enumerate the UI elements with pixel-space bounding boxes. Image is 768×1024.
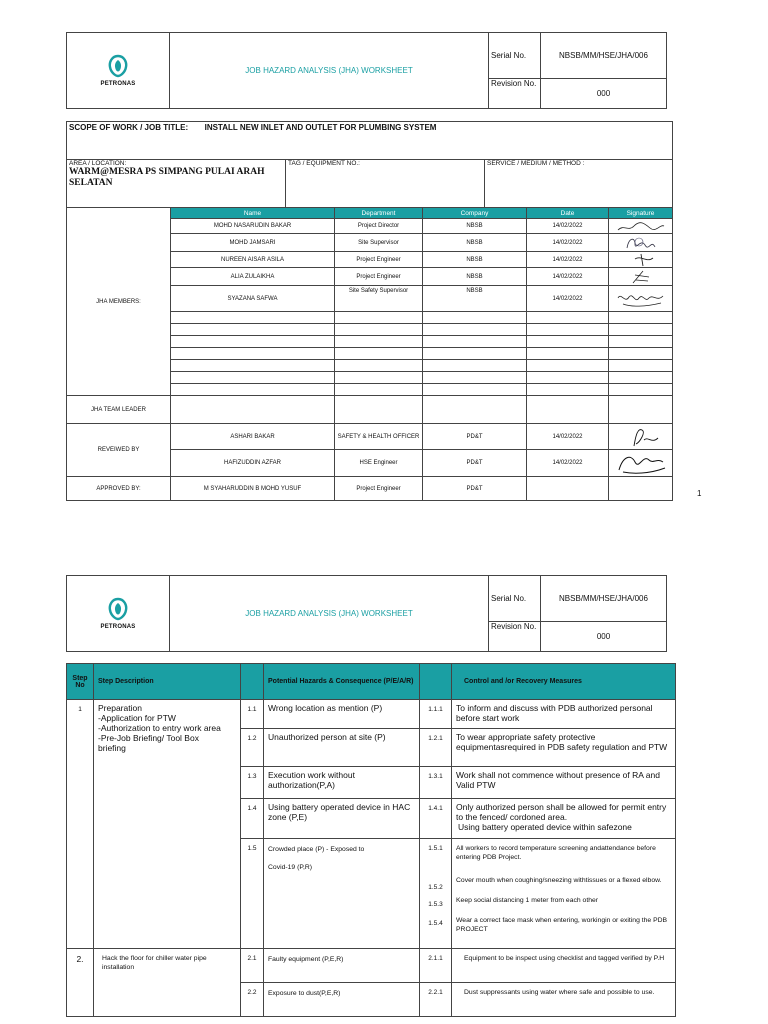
reviewer-date: 14/02/2022: [527, 450, 609, 477]
team-leader-label: JHA TEAM LEADER: [67, 396, 171, 424]
member-date: 14/02/2022: [527, 286, 609, 312]
reviewer-date: 14/02/2022: [527, 424, 609, 450]
member-signature: [609, 286, 673, 312]
control-text: All workers to record temperature screening andattendance before entering PDB Project.: [456, 845, 656, 861]
member-company: NBSB: [423, 286, 527, 312]
hazard-id: 1.1: [241, 700, 264, 729]
control-id: 1.5.1: [428, 845, 443, 852]
logo-text: PETRONAS: [100, 81, 136, 87]
member-name: NUREEN AISAR ASILA: [171, 252, 335, 268]
page1-header: [66, 32, 667, 109]
control-texts: [452, 839, 676, 949]
hazard-text: Exposure to dust(P,E,R): [264, 983, 420, 1017]
table-row: [67, 477, 673, 501]
hazard-text-line: Crowded place (P) - Exposed to: [268, 846, 365, 853]
reviewer-name: ASHARI BAKAR: [171, 424, 335, 450]
logo: [67, 576, 170, 652]
member-department: Site Supervisor: [335, 234, 423, 252]
area-value-line1: WARM@MESRA PS SIMPANG PULAI ARAH: [69, 167, 265, 177]
hazard-id: 1.3: [241, 767, 264, 799]
scope-area-table: [66, 121, 673, 208]
member-department: Project Director: [335, 219, 423, 234]
control-id: 1.5.2: [428, 884, 443, 891]
revision-value: 000: [541, 622, 667, 652]
member-company: NBSB: [423, 268, 527, 286]
serial-value: NBSB/MM/HSE/JHA/006: [541, 576, 667, 622]
step-no: 1: [67, 700, 94, 949]
control-id: 1.4.1: [420, 799, 452, 839]
reviewer-company: PD&T: [423, 424, 527, 450]
control-text: Cover mouth when coughing/sneezing withtissues or a flexed elbow.: [456, 877, 662, 884]
hazard-text-line: Covid-19 (P,R): [268, 864, 313, 871]
control-text: [452, 799, 676, 839]
member-name: MOHD JAMSARI: [171, 234, 335, 252]
serial-label: Serial No.: [489, 576, 541, 622]
area-cell: [67, 160, 286, 208]
hazard-text: Wrong location as mention (P): [264, 700, 420, 729]
member-signature: [609, 252, 673, 268]
area-label: AREA / LOCATION:: [69, 160, 127, 167]
serial-value: NBSB/MM/HSE/JHA/006: [541, 33, 667, 79]
hazard-id: 2.1: [241, 949, 264, 983]
hazard-id: 1.4: [241, 799, 264, 839]
control-text: Keep social distancing 1 meter from each other: [456, 897, 599, 904]
control-id: 1.5.3: [428, 901, 443, 908]
worksheet-title: JOB HAZARD ANALYSIS (JHA) WORKSHEET: [170, 33, 489, 109]
member-company: NBSB: [423, 219, 527, 234]
member-signature: [609, 234, 673, 252]
hazard-text: Using battery operated device in HAC zone (P,E): [264, 799, 420, 839]
step-desc-line: Preparation: [98, 703, 142, 713]
control-text: Equipment to be inspect using checklist and tagged verified by P.H: [452, 949, 676, 983]
control-id: 1.2.1: [420, 729, 452, 767]
reviewer-signature: [609, 450, 673, 477]
worksheet-title: JOB HAZARD ANALYSIS (JHA) WORKSHEET: [170, 576, 489, 652]
step-desc-line: -Pre-Job Briefing/ Tool Box: [98, 733, 199, 743]
member-date: 14/02/2022: [527, 234, 609, 252]
control-id: 2.2.1: [420, 983, 452, 1017]
control-text: Dust suppressants using water where safe and possible to use.: [452, 983, 676, 1017]
member-department: Project Engineer: [335, 252, 423, 268]
member-signature: [609, 219, 673, 234]
members-table: [66, 207, 673, 501]
service-label: SERVICE / MEDIUM / METHOD :: [485, 160, 673, 208]
logo: [67, 33, 170, 109]
member-company: NBSB: [423, 252, 527, 268]
col-signature: Signature: [609, 208, 673, 219]
header-hazards: Potential Hazards & Consequence (P/E/A/R): [264, 664, 420, 700]
scope-row: [67, 122, 673, 160]
member-company: NBSB: [423, 234, 527, 252]
control-text-line: Only authorized person shall be allowed for permit entry to the fenced/ cordoned area.: [456, 802, 667, 822]
scope-value: INSTALL NEW INLET AND OUTLET FOR PLUMBING SYSTEM: [204, 123, 437, 132]
control-text: Wear a correct face mask when entering, workingin or exiting the PDB PROJECT: [456, 917, 668, 933]
member-department: Project Engineer: [335, 268, 423, 286]
hazard-text: Execution work without authorization(P,A): [264, 767, 420, 799]
step-desc-line: briefing: [98, 743, 126, 753]
page2-header: [66, 575, 667, 652]
approver-signature: [609, 477, 673, 501]
col-company: Company: [423, 208, 527, 219]
approver-name: M SYAHARUDDIN B MOHD YUSUF: [171, 477, 335, 501]
member-date: 14/02/2022: [527, 268, 609, 286]
revision-label: Revision No.: [489, 622, 541, 652]
control-ids: [420, 839, 452, 949]
approver-company: PD&T: [423, 477, 527, 501]
hazard-text: Unauthorized person at site (P): [264, 729, 420, 767]
member-department: Site Safety Supervisor: [335, 286, 423, 312]
logo-text: PETRONAS: [100, 624, 136, 630]
member-signature: [609, 268, 673, 286]
revision-value: 000: [541, 79, 667, 109]
step-desc-line: -Application for PTW: [98, 713, 176, 723]
step-desc: Hack the floor for chiller water pipe installation: [94, 949, 241, 1017]
table-row: [67, 424, 673, 450]
control-id: 1.1.1: [420, 700, 452, 729]
member-name: ALIA ZULAIKHA: [171, 268, 335, 286]
reviewer-department: HSE Engineer: [335, 450, 423, 477]
reviewer-name: HAFIZUDDIN AZFAR: [171, 450, 335, 477]
header-step-no: Step No: [67, 664, 94, 700]
petronas-logo-icon: [107, 54, 129, 78]
control-text-line: Using battery operated device within safezone: [458, 822, 632, 832]
hazard-text: [264, 839, 420, 949]
header-controls: Control and /or Recovery Measures: [452, 664, 676, 700]
revision-label: Revision No.: [489, 79, 541, 109]
area-value-line2: SELATAN: [69, 178, 113, 188]
control-text: Work shall not commence without presence of RA and Valid PTW: [452, 767, 676, 799]
scope-label: SCOPE OF WORK / JOB TITLE:: [69, 123, 189, 132]
members-section-label: JHA MEMBERS:: [67, 208, 171, 396]
tag-label: TAG / EQUIPMENT NO.:: [286, 160, 485, 208]
table-row: [67, 949, 676, 983]
col-department: Department: [335, 208, 423, 219]
serial-label: Serial No.: [489, 33, 541, 79]
step-desc: [94, 700, 241, 949]
hazard-text: Faulty equipment (P,E,R): [264, 949, 420, 983]
step-no: 2.: [67, 949, 94, 1017]
reviewed-label: REVEIWED BY: [67, 424, 171, 477]
reviewer-company: PD&T: [423, 450, 527, 477]
steps-table: [66, 663, 676, 1017]
hazard-id: 1.5: [241, 839, 264, 949]
reviewer-signature: [609, 424, 673, 450]
table-row: [67, 700, 676, 729]
hazard-id: 2.2: [241, 983, 264, 1017]
approver-department: Project Engineer: [335, 477, 423, 501]
control-text: To wear appropriate safety protective equipmentasrequired in PDB safety regulation and PTW: [452, 729, 676, 767]
petronas-logo-icon: [107, 597, 129, 621]
control-id: 1.5.4: [428, 920, 443, 927]
member-date: 14/02/2022: [527, 252, 609, 268]
col-name: Name: [171, 208, 335, 219]
step-desc-line: -Authorization to entry work area: [98, 723, 221, 733]
control-id: 1.3.1: [420, 767, 452, 799]
approved-label: APPROVED BY:: [67, 477, 171, 501]
page-number: 1: [697, 489, 702, 498]
reviewer-department: SAFETY & HEALTH OFFICER: [335, 424, 423, 450]
control-id: 2.1.1: [420, 949, 452, 983]
member-name: MOHD NASARUDIN BAKAR: [171, 219, 335, 234]
hazard-id: 1.2: [241, 729, 264, 767]
member-name: SYAZANA SAFWA: [171, 286, 335, 312]
header-step-desc: Step Description: [94, 664, 241, 700]
member-date: 14/02/2022: [527, 219, 609, 234]
col-date: Date: [527, 208, 609, 219]
control-text: To inform and discuss with PDB authorized personal before start work: [452, 700, 676, 729]
